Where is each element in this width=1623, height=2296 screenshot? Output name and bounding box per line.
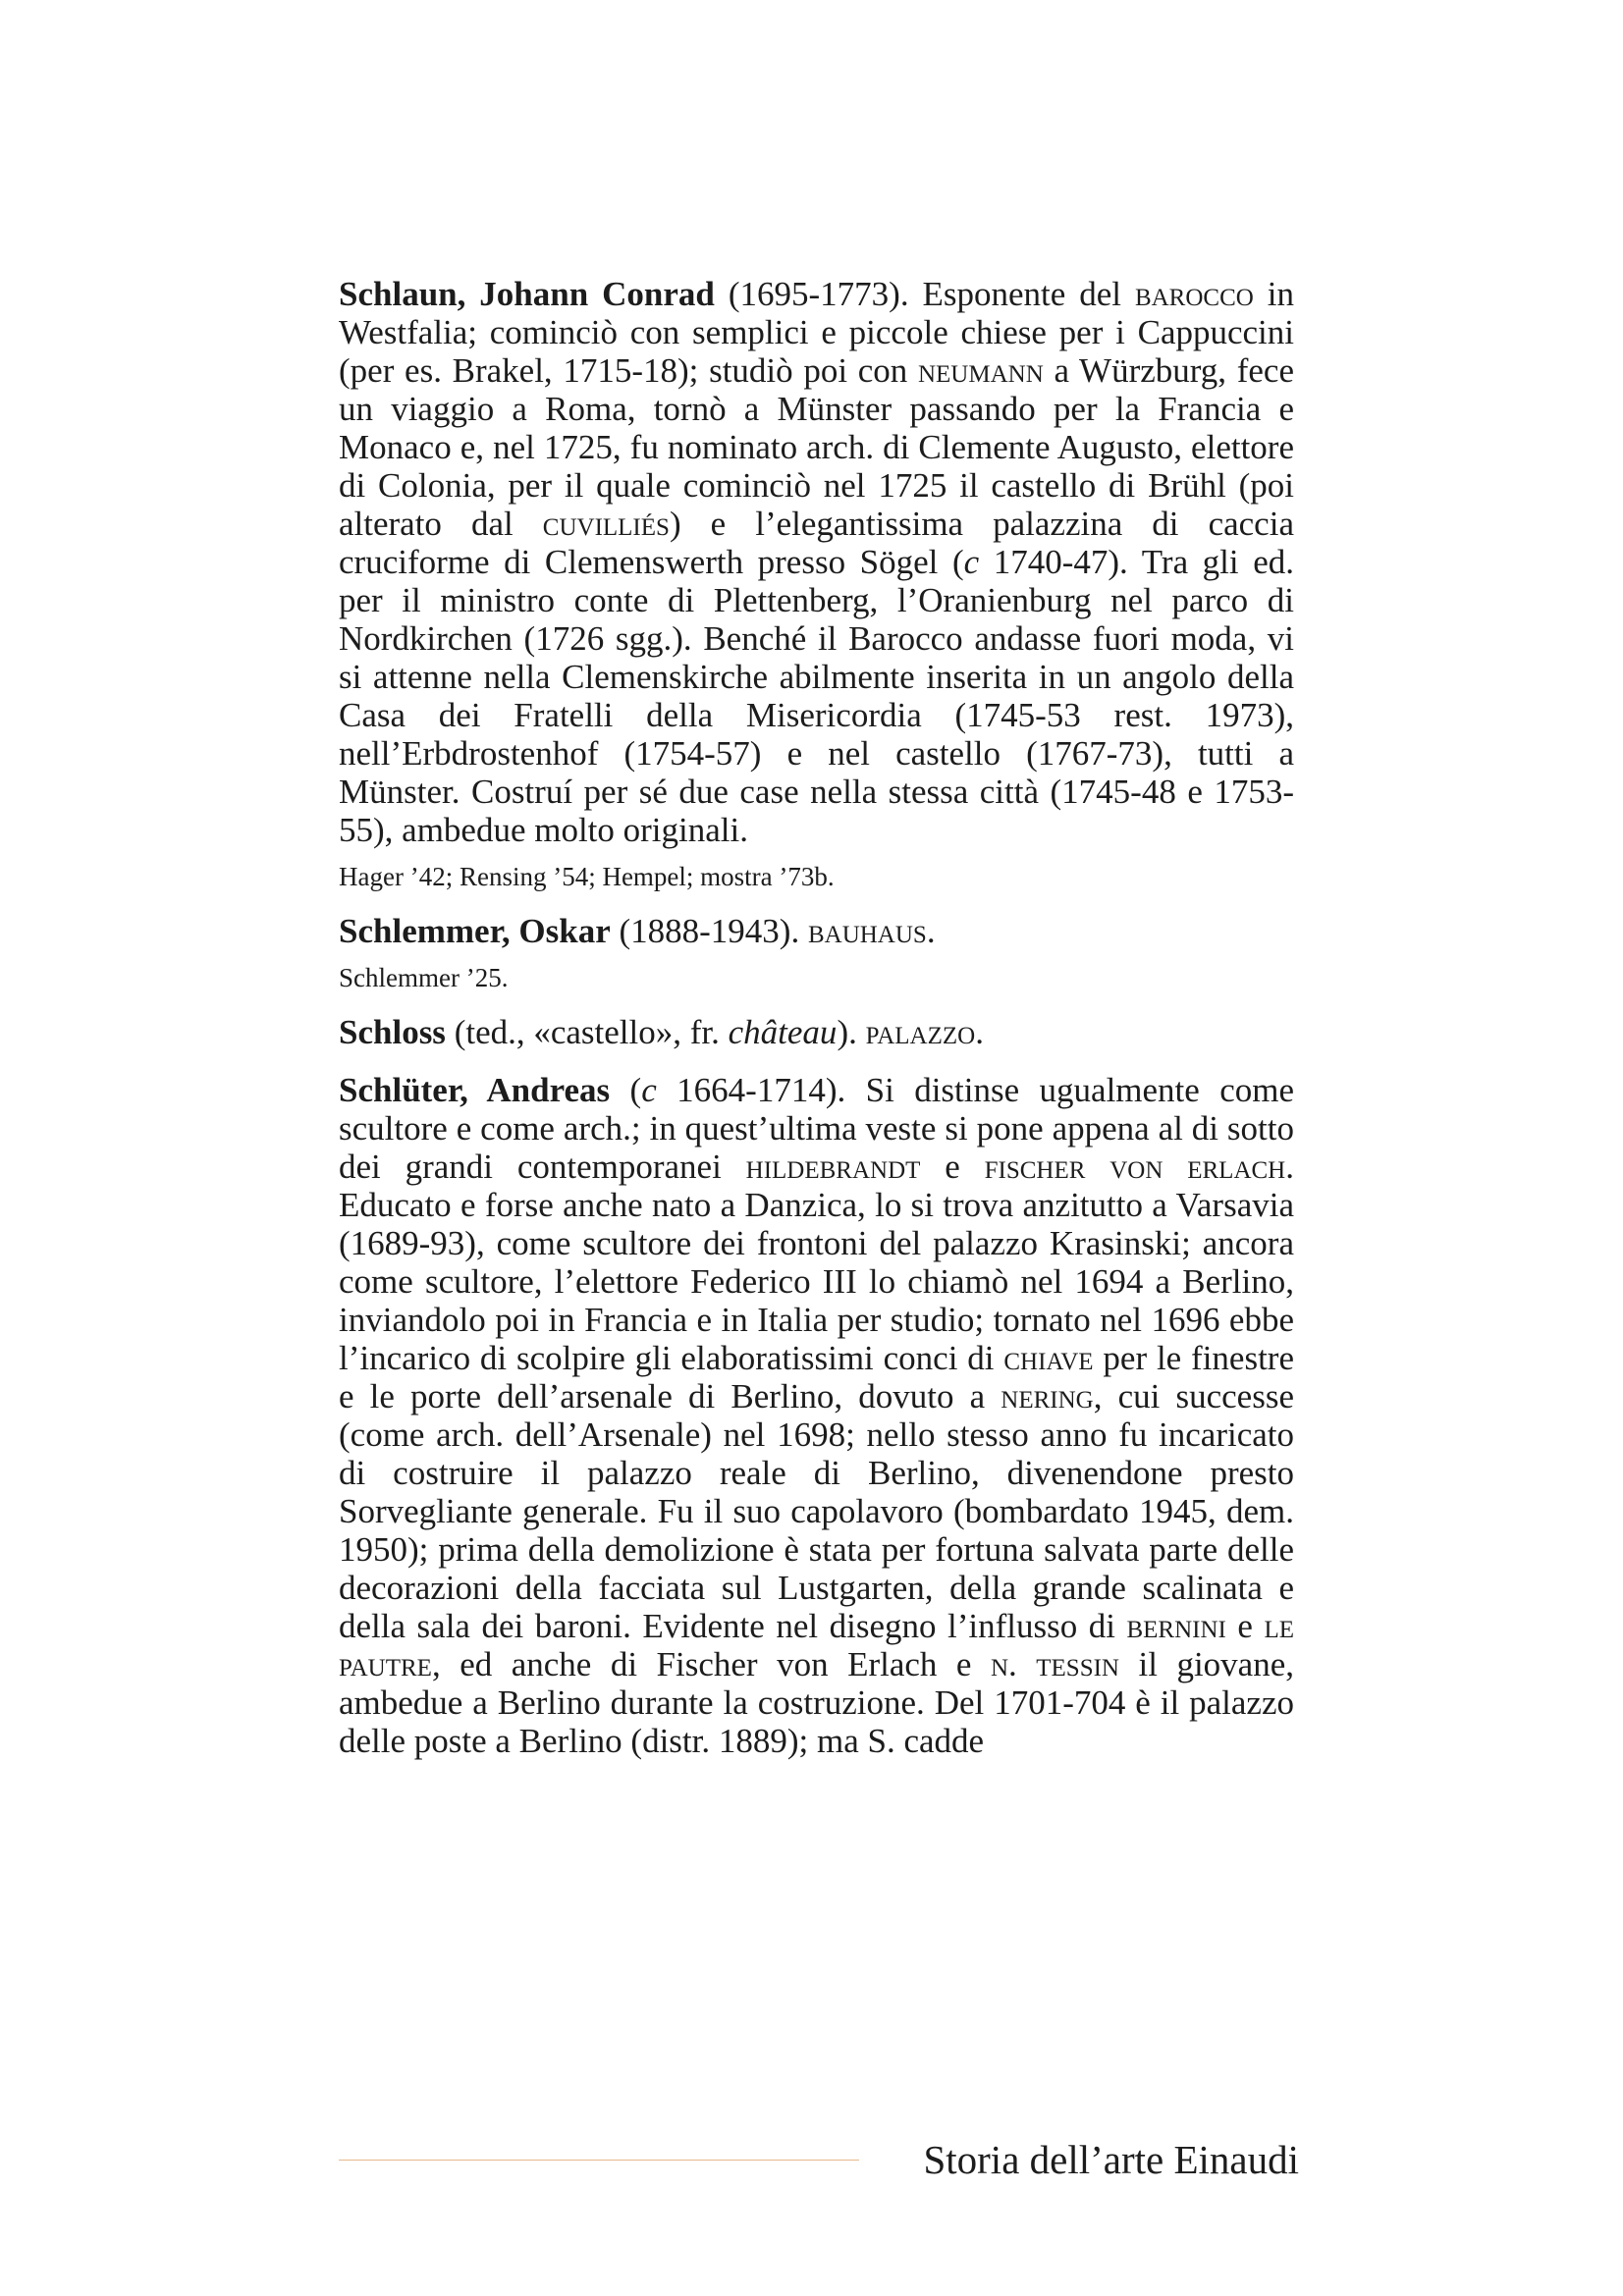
entry-text: c bbox=[963, 543, 980, 581]
entry-text: ) e l’elegantissima palazzina di caccia cruciforme di Clemenswerth presso Sögel ( bbox=[339, 505, 1294, 581]
entry-text: . Educato e forse anche nato a Danzica, lo si trova anzitutto a Varsavia (1689-93), come scultore dei frontoni del palazzo Krasinski; ancora come scultore, l’elettore Federico III lo chiamò nel 1694 a Berlino, inviandolo poi in Francia e in Italia per studio; tornato nel 1696 ebbe l’incarico di scolpire gli elaboratissimi conci di bbox=[339, 1148, 1294, 1377]
entry-text: 1740-47). Tra gli ed. per il ministro conte di Plettenberg, l’Oranienburg nel parco di Nordkirchen (1726 sgg.). Benché il Barocco andasse fuori moda, vi si attenne nella Clemenskirche abilmente inserita in un angolo della Casa dei Fratelli della Misericordia (1745-53 rest. 1973), nell’Erbdrostenhof (1754-57) e nel castello (1767-73), tutti a Münster. Costruí per sé due case nella stessa città (1745-48 e 1753-55), ambedue molto originali. bbox=[339, 543, 1294, 849]
entry-text: (ted., «castello», fr. bbox=[445, 1013, 729, 1051]
entry-schluter bbox=[339, 1071, 1294, 1760]
cross-reference: neumann bbox=[917, 351, 1044, 390]
entry-text: per le finestre e le porte dell’arsenale di Berlino, dovuto a bbox=[339, 1339, 1294, 1415]
entry-text: e bbox=[1225, 1607, 1265, 1645]
bibliography-schlemmer: Schlemmer ’25. bbox=[339, 963, 509, 992]
entry-text: c bbox=[641, 1071, 657, 1109]
entry-headword: Schlüter, Andreas bbox=[339, 1071, 611, 1109]
entry-text: . bbox=[926, 912, 936, 950]
cross-reference: palazzo bbox=[865, 1013, 976, 1051]
entry-text: château bbox=[728, 1013, 838, 1051]
entry-text: (1888-1943). bbox=[610, 912, 808, 950]
entry-headword: Schlemmer, Oskar bbox=[339, 912, 611, 950]
entry-headword: Schloss bbox=[339, 1013, 446, 1051]
entry-schlemmer bbox=[339, 912, 1294, 950]
entry-text: ). bbox=[837, 1013, 866, 1051]
entry-schloss bbox=[339, 1013, 1294, 1051]
text-column bbox=[339, 275, 1294, 1760]
cross-reference: bauhaus bbox=[807, 912, 927, 950]
footer-rule bbox=[339, 2160, 859, 2161]
cross-reference: bernini bbox=[1126, 1607, 1226, 1645]
entry-text: (1695-1773). Esponente del bbox=[714, 275, 1135, 313]
entry-text: in Westfalia; cominciò con semplici e piccole chiese per i Cappuccini (per es. Brakel, 1715-18); studiò poi con bbox=[339, 275, 1294, 390]
cross-reference: barocco bbox=[1134, 275, 1254, 313]
cross-reference: chiave bbox=[1003, 1339, 1094, 1377]
entry-schlaun bbox=[339, 275, 1294, 849]
entry-text: a Würzburg, fece un viaggio a Roma, tornò a Münster passando per la Francia e Monaco e, nel 1725, fu nominato arch. di Clemente Augusto, elettore di Colonia, per il quale cominciò nel 1725 il castello di Brühl (poi alterato dal bbox=[339, 351, 1294, 543]
entry-text: 1664-1714). Si distinse ugualmente come scultore e come arch.; in quest’ultima veste si pone appena al di sotto dei grandi contemporanei bbox=[339, 1071, 1295, 1186]
entry-text: ( bbox=[610, 1071, 642, 1109]
entry-text: e bbox=[920, 1148, 985, 1186]
footer-title: Storia dell’arte Einaudi bbox=[923, 2137, 1299, 2182]
cross-reference: n. tessin bbox=[990, 1645, 1119, 1683]
cross-reference: nering bbox=[1001, 1377, 1094, 1415]
cross-reference: le pautre bbox=[339, 1607, 1294, 1683]
cross-reference: cuvilliés bbox=[542, 505, 670, 543]
entry-text: , ed anche di Fischer von Erlach e bbox=[431, 1645, 991, 1683]
entry-headword: Schlaun, Johann Conrad bbox=[339, 275, 715, 313]
cross-reference: fischer von erlach bbox=[984, 1148, 1286, 1186]
bibliography-schlaun: Hager ’42; Rensing ’54; Hempel; mostra ’73b. bbox=[339, 862, 835, 891]
entry-text: . bbox=[975, 1013, 984, 1051]
cross-reference: hildebrandt bbox=[745, 1148, 921, 1186]
entry-text: il giovane, ambedue a Berlino durante la costruzione. Del 1701-704 è il palazzo delle poste a Berlino (distr. 1889); ma S. cadde bbox=[339, 1645, 1294, 1760]
entry-text: , cui successe (come arch. dell’Arsenale) nel 1698; nello stesso anno fu incaricato di costruire il palazzo reale di Berlino, divenendone presto Sorvegliante generale. Fu il suo capolavoro (bombardato 1945, dem. 1950); prima della demolizione è stata per fortuna salvata parte delle decorazioni della facciata sul Lustgarten, della grande scalinata e della sala dei baroni. Evidente nel disegno l’influsso di bbox=[339, 1377, 1294, 1645]
